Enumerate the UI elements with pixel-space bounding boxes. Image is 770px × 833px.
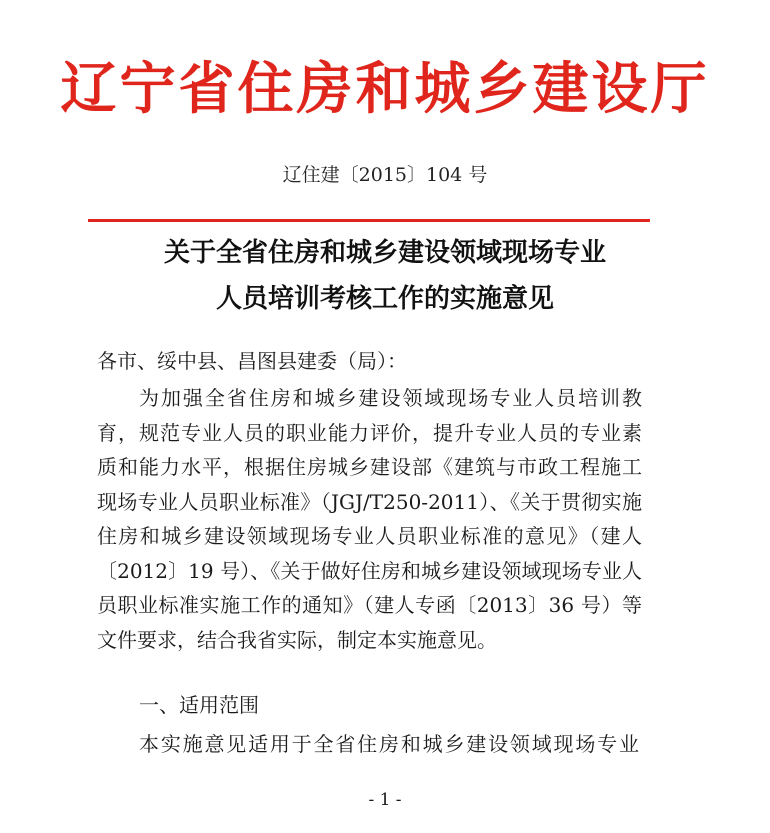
body-paragraph — [97, 381, 642, 657]
document-title-line-2: 人员培训考核工作的实施意见 — [215, 284, 554, 314]
body-line: 现场专业人员职业标准》（JGJ/T250-2011）、《关于贯彻实施 — [97, 489, 642, 514]
document-number: 辽住建〔2015〕104 号 — [282, 164, 488, 186]
organization-title: 辽宁省住房和城乡建设厅 — [60, 57, 710, 122]
document-title-line-1: 关于全省住房和城乡建设领域现场专业 — [163, 238, 606, 268]
body-line: 质和能力水平，根据住房城乡建设部《建筑与市政工程施工 — [97, 455, 642, 479]
body-line: 为加强全省住房和城乡建设领域现场专业人员培训教 — [139, 386, 642, 410]
section-body-line: 本实施意见适用于全省住房和城乡建设领域现场专业 — [139, 732, 639, 756]
body-line: 住房和城乡建设领域现场专业人员职业标准的意见》（建人 — [97, 524, 642, 548]
body-line: 文件要求，结合我省实际，制定本实施意见。 — [97, 627, 497, 652]
red-divider-line — [88, 219, 650, 222]
body-line: 育，规范专业人员的职业能力评价，提升专业人员的专业素 — [97, 420, 642, 445]
salutation: 各市、绥中县、昌图县建委（局）： — [97, 349, 407, 373]
document-title — [0, 230, 770, 322]
page-number: - 1 - — [368, 790, 402, 810]
section-heading: 一、适用范围 — [139, 693, 259, 717]
body-line: 员职业标准实施工作的通知》（建人专函〔2013〕36 号）等 — [97, 593, 642, 617]
body-line: 〔2012〕19 号）、《关于做好住房和城乡建设领域现场专业人 — [97, 558, 642, 583]
